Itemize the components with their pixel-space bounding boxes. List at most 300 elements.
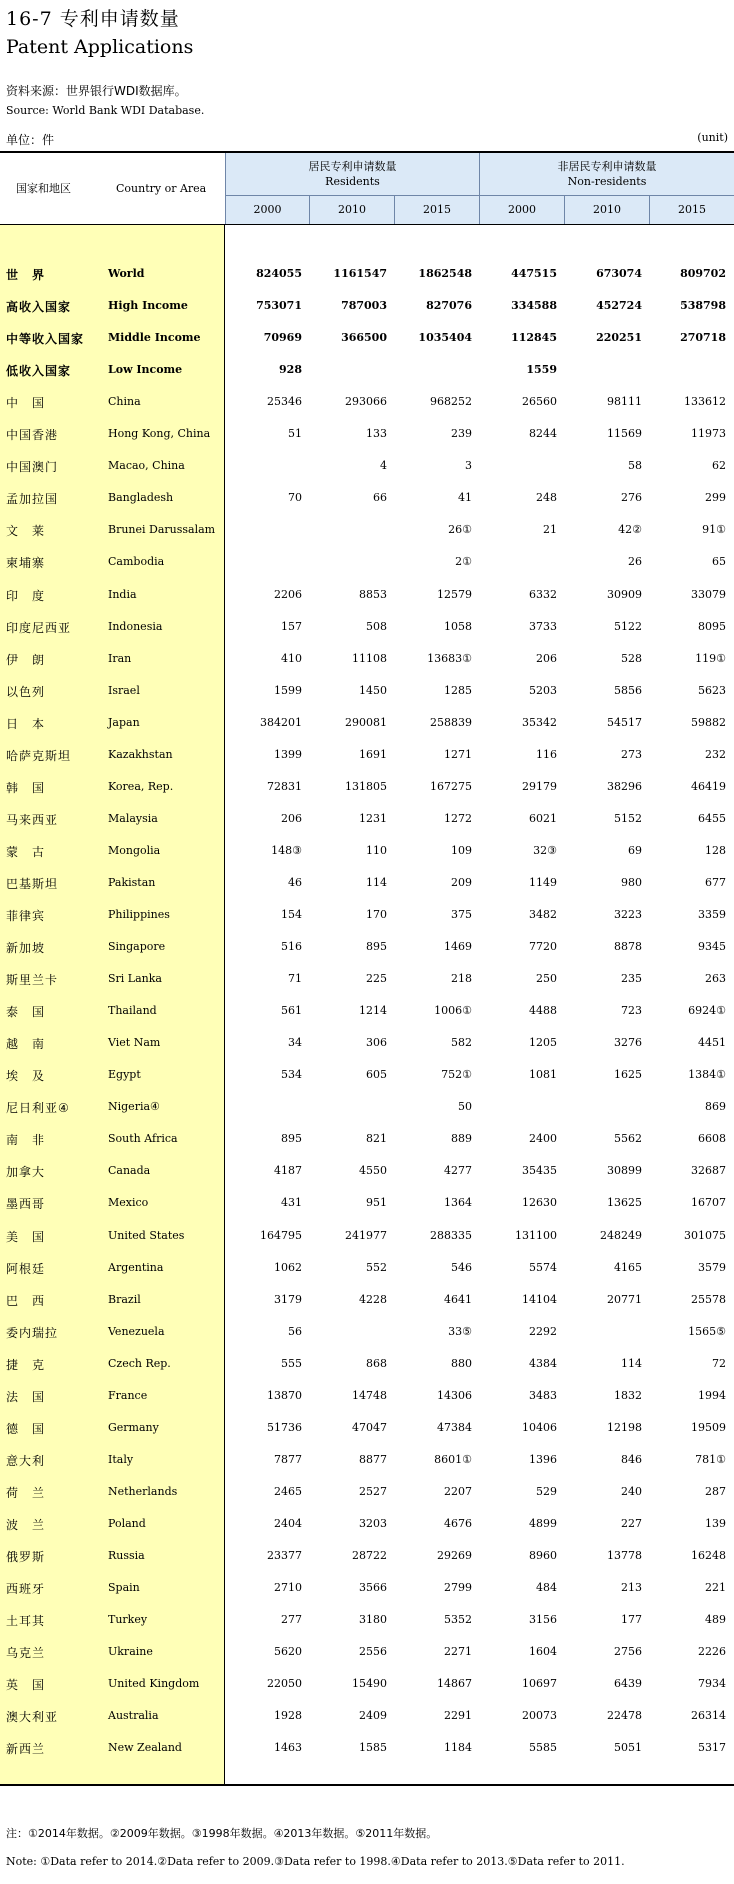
value-cell: 1285 [444, 683, 472, 697]
value-cell: 384201 [260, 715, 302, 729]
value-cell: 928 [279, 363, 302, 377]
value-cell: 3203 [359, 1516, 387, 1530]
value-cell: 209 [451, 875, 472, 889]
country-name-en: Kazakhstan [108, 747, 173, 761]
country-name-cn: 印 度 [6, 588, 46, 603]
country-name-cn: 孟加拉国 [6, 492, 59, 507]
value-cell: 23377 [267, 1549, 302, 1562]
country-name-cn: 英 国 [6, 1678, 46, 1693]
country-name-cn: 埃 及 [6, 1069, 46, 1084]
value-cell: 516 [281, 940, 302, 954]
value-cell: 2756 [614, 1645, 642, 1659]
country-name-en: Pakistan [108, 875, 156, 889]
value-cell: 4228 [359, 1292, 387, 1306]
value-cell: 1231 [359, 811, 387, 825]
value-cell: 10697 [522, 1677, 557, 1691]
value-cell: 11569 [607, 427, 642, 441]
table-row [0, 450, 734, 482]
value-cell: 13683① [427, 651, 472, 665]
value-cell: 951 [366, 1196, 387, 1210]
value-cell: 241977 [345, 1228, 387, 1242]
value-cell: 232 [705, 747, 726, 761]
value-cell: 133 [366, 427, 387, 441]
value-cell: 555 [281, 1356, 302, 1370]
country-name-cn: 柬埔寨 [6, 556, 46, 571]
value-cell: 42② [618, 523, 642, 537]
country-name-en: Thailand [108, 1004, 157, 1018]
country-name-en: Czech Rep. [108, 1356, 171, 1370]
value-cell: 5585 [529, 1741, 557, 1755]
value-cell: 552 [366, 1260, 387, 1274]
value-cell: 13778 [607, 1549, 642, 1562]
country-name-en: Mexico [108, 1196, 149, 1210]
value-cell: 6021 [529, 811, 557, 825]
country-name-en: United States [108, 1228, 185, 1242]
value-cell: 869 [705, 1100, 726, 1114]
table-row [0, 1732, 734, 1764]
value-cell: 6332 [529, 587, 557, 601]
country-name-cn: 印度尼西亚 [6, 620, 72, 635]
value-cell: 889 [451, 1132, 472, 1146]
value-cell: 546 [451, 1260, 472, 1274]
value-cell: 3276 [614, 1036, 642, 1050]
value-cell: 218 [451, 972, 472, 986]
value-cell: 334588 [511, 299, 557, 313]
value-cell: 14867 [437, 1677, 472, 1691]
country-name-en: Turkey [108, 1613, 148, 1627]
value-cell: 72831 [267, 779, 302, 793]
country-name-en: Malaysia [108, 811, 158, 825]
value-cell: 1384① [688, 1068, 726, 1082]
value-cell: 3223 [614, 908, 642, 921]
value-cell: 821 [366, 1132, 387, 1146]
value-cell: 1585 [359, 1741, 387, 1755]
country-name-cn: 巴基斯坦 [6, 876, 59, 891]
value-cell: 8960 [529, 1549, 557, 1562]
value-cell: 71 [288, 972, 302, 986]
value-cell: 13625 [607, 1196, 642, 1210]
country-name-cn: 新加坡 [6, 941, 46, 956]
table-row [0, 514, 734, 546]
table-row [0, 1476, 734, 1508]
value-cell: 4550 [359, 1164, 387, 1178]
value-cell: 128 [705, 843, 726, 857]
country-name-en: Philippines [108, 908, 170, 921]
country-name-en: Nigeria④ [108, 1100, 160, 1114]
value-cell: 809702 [680, 267, 726, 280]
value-cell: 35435 [522, 1164, 557, 1178]
value-cell: 4641 [444, 1292, 472, 1306]
value-cell: 723 [621, 1004, 642, 1018]
table-row [0, 579, 734, 611]
value-cell: 248 [536, 491, 557, 505]
value-cell: 753071 [256, 299, 302, 313]
country-name-en: Low Income [108, 363, 183, 377]
value-cell: 293066 [345, 395, 387, 409]
value-cell: 270718 [680, 331, 726, 345]
value-cell: 12579 [437, 587, 472, 601]
country-name-en: Brunei Darussalam [108, 523, 216, 537]
value-cell: 1006① [434, 1004, 472, 1018]
value-cell: 6455 [698, 811, 726, 825]
value-cell: 582 [451, 1036, 472, 1050]
value-cell: 306 [366, 1036, 387, 1050]
value-cell: 781① [695, 1452, 726, 1466]
country-name-en: Russia [108, 1549, 145, 1562]
country-name-en: China [108, 395, 141, 409]
value-cell: 8095 [698, 619, 726, 633]
value-cell: 65 [712, 555, 726, 569]
value-cell: 116 [536, 747, 557, 761]
value-cell: 3733 [529, 619, 557, 633]
value-cell: 1450 [359, 683, 387, 697]
country-name-cn: 韩 国 [6, 780, 46, 795]
value-cell: 20771 [607, 1292, 642, 1306]
value-cell: 26314 [691, 1709, 726, 1723]
footnote-en: Note: ①Data refer to 2014.②Data refer to 2009.③Data refer to 1998.④Data refer to 2013.⑤Data refer to 2011. [6, 1855, 625, 1868]
country-name-cn: 澳大利亚 [6, 1710, 59, 1725]
country-name-en: Australia [108, 1709, 159, 1723]
table-bottom-rule [0, 1784, 734, 1786]
value-cell: 2556 [359, 1645, 387, 1659]
country-name-en: United Kingdom [108, 1677, 200, 1691]
country-name-cn: 蒙 古 [6, 844, 46, 859]
value-cell: 54517 [607, 715, 642, 729]
table-row [0, 643, 734, 675]
country-name-cn: 波 兰 [6, 1517, 46, 1532]
value-cell: 1565⑤ [688, 1324, 726, 1338]
country-name-cn: 中等收入国家 [6, 332, 85, 347]
value-cell: 1994 [698, 1388, 726, 1402]
country-name-en: Israel [108, 683, 140, 697]
value-cell: 8244 [529, 427, 557, 441]
country-name-en: Viet Nam [108, 1036, 161, 1050]
country-name-cn: 哈萨克斯坦 [6, 748, 72, 763]
table-row [0, 258, 734, 290]
country-name-en: Indonesia [108, 619, 163, 633]
table-row [0, 771, 734, 803]
table-row [0, 482, 734, 514]
country-name-en: Venezuela [108, 1324, 165, 1338]
value-cell: 3180 [359, 1613, 387, 1627]
value-cell: 5317 [698, 1741, 726, 1755]
table-row [0, 963, 734, 995]
value-cell: 2710 [274, 1581, 302, 1595]
value-cell: 46 [288, 875, 302, 889]
table-row [0, 803, 734, 835]
value-cell: 1599 [274, 683, 302, 697]
country-name-cn: 土耳其 [6, 1614, 46, 1629]
value-cell: 34 [288, 1036, 302, 1050]
value-cell: 9345 [698, 940, 726, 954]
value-cell: 1396 [529, 1452, 557, 1466]
header-year: 2015 [394, 195, 479, 224]
value-cell: 20073 [522, 1709, 557, 1723]
value-cell: 19509 [691, 1420, 726, 1434]
value-cell: 5620 [274, 1645, 302, 1659]
value-cell: 752① [441, 1068, 472, 1082]
value-cell: 301075 [684, 1228, 726, 1242]
value-cell: 239 [451, 427, 472, 441]
header-year: 2010 [564, 195, 649, 224]
value-cell: 15490 [352, 1677, 387, 1691]
value-cell: 70969 [263, 331, 302, 345]
value-cell: 21 [543, 523, 557, 537]
value-cell: 534 [281, 1068, 302, 1082]
value-cell: 5562 [614, 1132, 642, 1146]
table-header [0, 153, 734, 224]
value-cell: 250 [536, 972, 557, 986]
table-row [0, 386, 734, 418]
country-name-cn: 南 非 [6, 1133, 46, 1148]
value-cell: 227 [621, 1516, 642, 1530]
table-row [0, 1091, 734, 1123]
country-name-cn: 世 界 [6, 268, 46, 282]
value-cell: 28722 [352, 1549, 387, 1562]
value-cell: 4899 [529, 1516, 557, 1530]
table-row [0, 1700, 734, 1732]
value-cell: 225 [366, 972, 387, 986]
value-cell: 2271 [444, 1645, 472, 1659]
table-row [0, 1123, 734, 1155]
value-cell: 59882 [691, 715, 726, 729]
value-cell: 3 [465, 459, 472, 473]
value-cell: 561 [281, 1004, 302, 1018]
value-cell: 170 [366, 908, 387, 921]
country-name-en: Argentina [108, 1260, 164, 1274]
value-cell: 32687 [691, 1164, 726, 1178]
value-cell: 1081 [529, 1068, 557, 1082]
country-name-en: Macao, China [108, 459, 185, 473]
value-cell: 4165 [614, 1260, 642, 1274]
value-cell: 1399 [274, 747, 302, 761]
table-row [0, 1636, 734, 1668]
country-name-en: South Africa [108, 1132, 178, 1146]
country-name-en: Sri Lanka [108, 972, 162, 986]
value-cell: 1832 [614, 1388, 642, 1402]
value-cell: 2292 [529, 1324, 557, 1338]
value-cell: 290081 [345, 715, 387, 729]
value-cell: 2400 [529, 1132, 557, 1146]
country-name-cn: 菲律宾 [6, 909, 46, 923]
value-cell: 1184 [444, 1741, 472, 1755]
value-cell: 895 [366, 940, 387, 954]
value-cell: 8878 [614, 940, 642, 954]
value-cell: 3179 [274, 1292, 302, 1306]
value-cell: 273 [621, 747, 642, 761]
value-cell: 2799 [444, 1581, 472, 1595]
value-cell: 26 [628, 555, 642, 569]
country-name-cn: 德 国 [6, 1421, 46, 1436]
value-cell: 69 [628, 843, 642, 857]
value-cell: 164795 [260, 1228, 302, 1242]
value-cell: 139 [705, 1516, 726, 1530]
table-row [0, 611, 734, 643]
country-name-cn: 墨西哥 [6, 1197, 46, 1212]
value-cell: 2527 [359, 1484, 387, 1498]
value-cell: 240 [621, 1484, 642, 1498]
source-cn: 资料来源：世界银行WDI数据库。 [6, 84, 187, 98]
value-cell: 6608 [698, 1132, 726, 1146]
country-name-en: Netherlands [108, 1484, 178, 1498]
value-cell: 1214 [359, 1004, 387, 1018]
country-name-en: France [108, 1388, 148, 1402]
value-cell: 41 [458, 491, 472, 505]
country-name-en: Singapore [108, 940, 166, 954]
value-cell: 51736 [267, 1420, 302, 1434]
value-cell: 277 [281, 1613, 302, 1627]
country-name-cn: 阿根廷 [6, 1261, 46, 1276]
value-cell: 2409 [359, 1709, 387, 1723]
value-cell: 1364 [444, 1196, 472, 1210]
country-name-cn: 捷 克 [6, 1357, 46, 1372]
country-name-en: Hong Kong, China [108, 427, 211, 441]
footnote-cn: 注：①2014年数据。②2009年数据。③1998年数据。④2013年数据。⑤2011年数据。 [6, 1827, 438, 1840]
header-nonresidents-cn: 非居民专利申请数量 [557, 160, 657, 173]
value-cell: 4451 [698, 1036, 726, 1050]
value-cell: 5203 [529, 683, 557, 697]
country-name-en: Ukraine [108, 1645, 153, 1659]
value-cell: 447515 [511, 267, 557, 280]
country-name-cn: 斯里兰卡 [6, 973, 59, 988]
country-name-cn: 马来西亚 [6, 812, 59, 827]
value-cell: 3483 [529, 1388, 557, 1402]
country-name-en: Japan [108, 715, 140, 729]
value-cell: 35342 [522, 715, 557, 729]
value-cell: 3579 [698, 1260, 726, 1274]
table-row [0, 1540, 734, 1572]
value-cell: 2226 [698, 1645, 726, 1659]
value-cell: 167275 [430, 779, 472, 793]
value-cell: 452724 [596, 299, 642, 313]
value-cell: 133612 [684, 395, 726, 409]
country-name-en: India [108, 587, 137, 601]
value-cell: 276 [621, 491, 642, 505]
value-cell: 157 [281, 619, 302, 633]
value-cell: 1205 [529, 1036, 557, 1050]
value-cell: 221 [705, 1581, 726, 1595]
value-cell: 1691 [359, 747, 387, 761]
header-residents-cn: 居民专利申请数量 [308, 160, 397, 173]
table-row [0, 739, 734, 771]
header-country-cn: 国家和地区 [16, 182, 71, 195]
table-row [0, 707, 734, 739]
value-cell: 7934 [698, 1677, 726, 1691]
country-name-en: Iran [108, 651, 132, 665]
table-row [0, 1284, 734, 1316]
value-cell: 846 [621, 1452, 642, 1466]
table-row [0, 1572, 734, 1604]
value-cell: 10406 [522, 1420, 557, 1434]
country-name-cn: 日 本 [6, 716, 46, 731]
value-cell: 605 [366, 1068, 387, 1082]
value-cell: 38296 [607, 779, 642, 793]
value-cell: 29269 [437, 1549, 472, 1562]
value-cell: 91① [702, 523, 726, 537]
value-cell: 148③ [271, 843, 302, 857]
value-cell: 263 [705, 972, 726, 986]
country-name-cn: 泰 国 [6, 1005, 46, 1020]
table-row [0, 354, 734, 386]
value-cell: 14748 [352, 1388, 387, 1402]
table-row [0, 1059, 734, 1091]
value-cell: 1469 [444, 940, 472, 954]
value-cell: 489 [705, 1613, 726, 1627]
value-cell: 5152 [614, 811, 642, 825]
table-row [0, 1220, 734, 1252]
value-cell: 22478 [607, 1709, 642, 1723]
country-name-cn: 美 国 [6, 1229, 46, 1244]
country-name-cn: 越 南 [6, 1037, 46, 1052]
country-name-en: Brazil [108, 1292, 141, 1306]
value-cell: 32③ [533, 843, 557, 857]
table-row [0, 546, 734, 578]
value-cell: 258839 [430, 715, 472, 729]
value-cell: 26① [448, 523, 472, 537]
country-name-en: Middle Income [108, 331, 201, 345]
value-cell: 6439 [614, 1677, 642, 1691]
country-name-en: New Zealand [108, 1741, 182, 1755]
value-cell: 213 [621, 1581, 642, 1595]
value-cell: 26560 [522, 395, 557, 409]
value-cell: 2291 [444, 1709, 472, 1723]
value-cell: 1604 [529, 1645, 557, 1659]
value-cell: 16248 [691, 1549, 726, 1562]
value-cell: 8877 [359, 1452, 387, 1466]
value-cell: 154 [281, 908, 302, 921]
header-residents-group [225, 153, 479, 195]
value-cell: 4488 [529, 1004, 557, 1018]
value-cell: 114 [366, 875, 387, 889]
table-row [0, 322, 734, 354]
value-cell: 248249 [600, 1228, 642, 1242]
country-name-cn: 加拿大 [6, 1165, 46, 1180]
table-row [0, 931, 734, 963]
value-cell: 30909 [607, 587, 642, 601]
value-cell: 220251 [596, 331, 642, 345]
country-name-en: Poland [108, 1516, 146, 1530]
header-country-en: Country or Area [116, 182, 207, 195]
value-cell: 119① [695, 651, 726, 665]
value-cell: 1271 [444, 747, 472, 761]
value-cell: 824055 [256, 267, 302, 280]
value-cell: 50 [458, 1100, 472, 1114]
header-nonresidents-group [479, 153, 734, 195]
value-cell: 98111 [607, 395, 642, 409]
value-cell: 7877 [274, 1452, 302, 1466]
country-name-cn: 法 国 [6, 1389, 46, 1404]
table-row [0, 867, 734, 899]
value-cell: 6924① [688, 1004, 726, 1018]
value-cell: 13870 [267, 1388, 302, 1402]
country-name-cn: 俄罗斯 [6, 1550, 46, 1564]
value-cell: 131805 [345, 779, 387, 793]
country-name-en: Cambodia [108, 555, 165, 569]
table-row [0, 675, 734, 707]
header-year: 2000 [225, 195, 309, 224]
unit-cn: 单位：件 [6, 133, 55, 147]
table-row [0, 899, 734, 931]
value-cell: 1928 [274, 1709, 302, 1723]
value-cell: 72 [712, 1356, 726, 1370]
value-cell: 787003 [341, 299, 387, 313]
value-cell: 2① [455, 555, 472, 569]
country-name-cn: 低收入国家 [6, 364, 72, 379]
value-cell: 66 [373, 491, 387, 505]
value-cell: 4676 [444, 1516, 472, 1530]
table-row [0, 1412, 734, 1444]
country-name-en: Canada [108, 1164, 151, 1178]
